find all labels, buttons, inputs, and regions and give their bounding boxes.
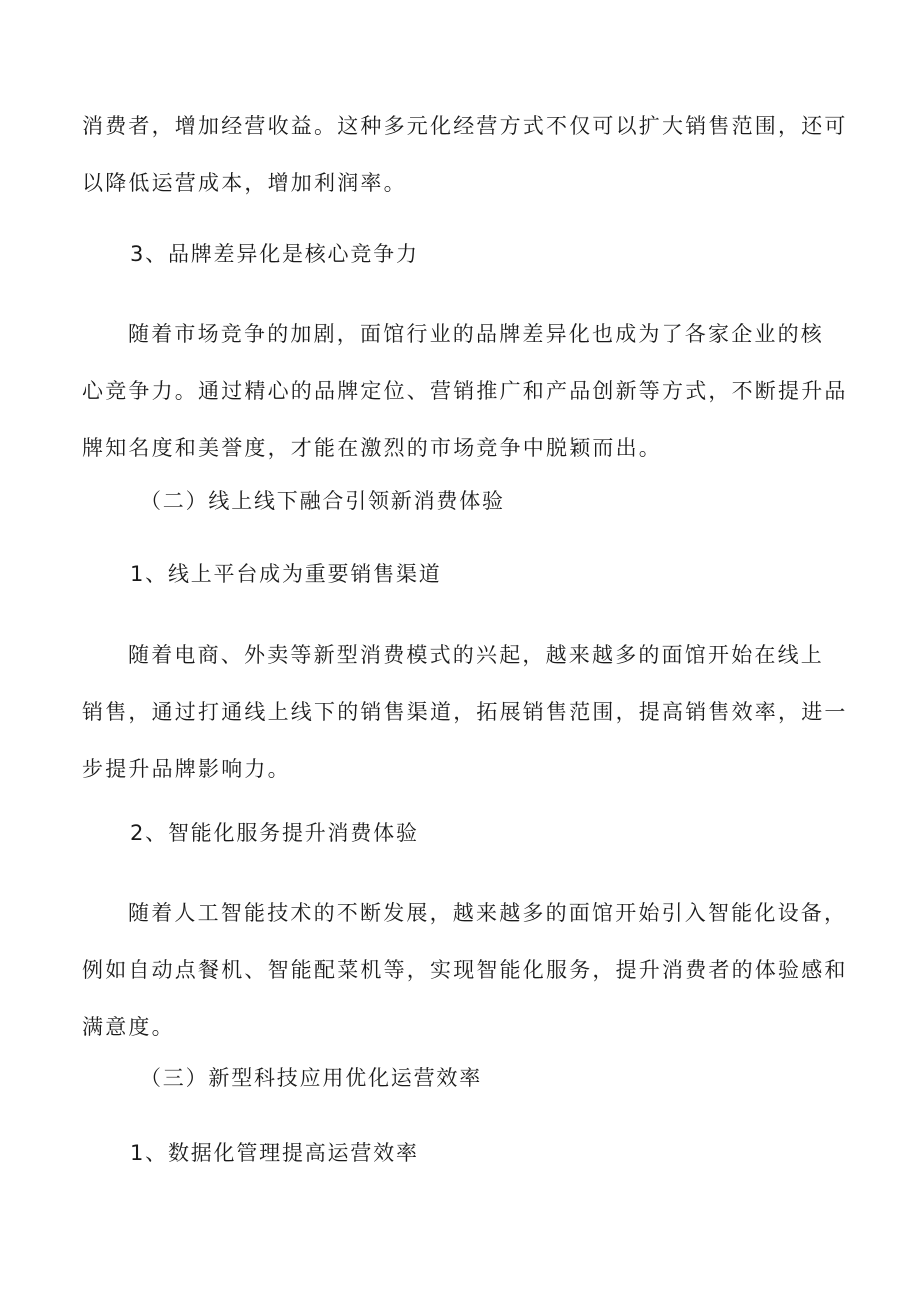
paragraph-diversified-operation bbox=[82, 98, 848, 212]
paragraph-line: 随着电商、外卖等新型消费模式的兴起，越来越多的面馆开始在线上 bbox=[128, 643, 824, 667]
paragraph-line: 以降低运营成本，增加利润率。 bbox=[82, 171, 407, 195]
heading-brand-differentiation: 3、品牌差异化是核心竞争力 bbox=[130, 242, 419, 266]
heading-online-platform: 1、线上平台成为重要销售渠道 bbox=[130, 562, 442, 586]
paragraph-line: 销售，通过打通线上线下的销售渠道，拓展销售范围，提高销售效率，进一 bbox=[82, 700, 848, 724]
paragraph-online-sales bbox=[82, 627, 848, 798]
paragraph-line: 步提升品牌影响力。 bbox=[82, 757, 291, 781]
paragraph-line: 心竞争力。通过精心的品牌定位、营销推广和产品创新等方式，不断提升品 bbox=[82, 379, 848, 403]
section-title-online-offline: （二）线上线下融合引领新消费体验 bbox=[140, 489, 505, 513]
paragraph-brand-competition bbox=[82, 306, 848, 477]
paragraph-line: 牌知名度和美誉度，才能在激烈的市场竞争中脱颖而出。 bbox=[82, 436, 662, 460]
paragraph-line: 随着市场竞争的加剧，面馆行业的品牌差异化也成为了各家企业的核 bbox=[128, 322, 824, 346]
section-title-new-technology: （三）新型科技应用优化运营效率 bbox=[140, 1066, 482, 1090]
heading-smart-service: 2、智能化服务提升消费体验 bbox=[130, 821, 419, 845]
paragraph-smart-devices bbox=[82, 885, 848, 1056]
paragraph-line: 随着人工智能技术的不断发展，越来越多的面馆开始引入智能化设备， bbox=[128, 901, 848, 925]
paragraph-line: 满意度。 bbox=[82, 1015, 175, 1039]
paragraph-line: 例如自动点餐机、智能配菜机等，实现智能化服务，提升消费者的体验感和 bbox=[82, 958, 848, 982]
paragraph-line: 消费者，增加经营收益。这种多元化经营方式不仅可以扩大销售范围，还可 bbox=[82, 114, 848, 138]
heading-data-management: 1、数据化管理提高运营效率 bbox=[130, 1141, 419, 1165]
